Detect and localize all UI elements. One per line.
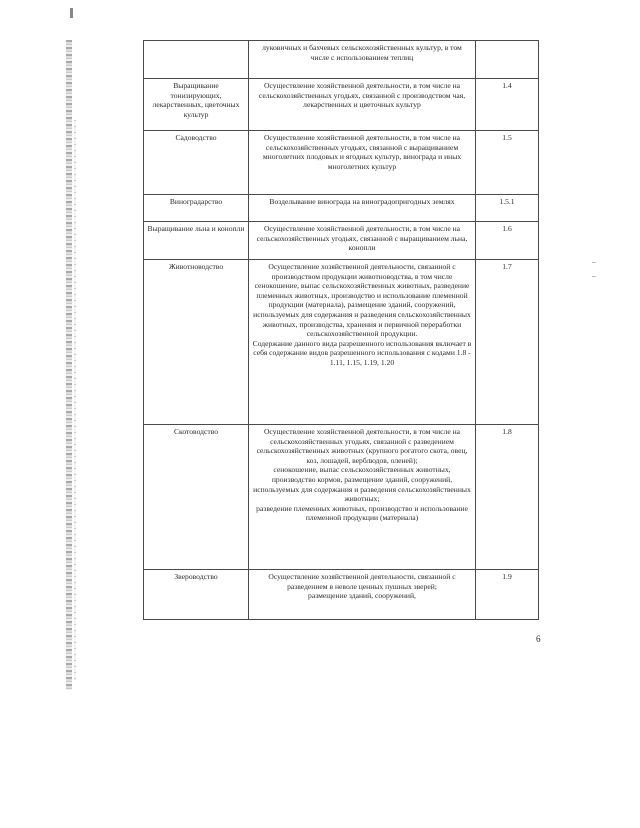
use-type-code: 1.7 (476, 260, 539, 425)
table-row (144, 260, 539, 425)
table-row (144, 570, 539, 620)
use-type-name: Садоводство (144, 131, 249, 195)
use-type-code: 1.5 (476, 131, 539, 195)
description-paragraph: Осуществление хозяйственной деятельности, связанной с производством продукции животноводства, в том числе сенокошение, выпас сельскохозяйственных животных, разведение племенных животных, производство и использование племенной продукции (материала), размещение зданий, сооружений, используемых для содержания и разведения сельскохозяйственных животных, производства, хранения и первичной переработки сельскохозяйственной продукции. (253, 262, 471, 339)
description-paragraph: Осуществление хозяйственной деятельности, в том числе на сельскохозяйственных угодьях, связанной с разведением сельскохозяйственных животных (крупного рогатого скота, овец, коз, лошадей, верблюдов, оленей); (256, 427, 468, 465)
use-type-name: Выращивание льна и конопли (144, 222, 249, 260)
description-paragraph: Возделывание винограда на виноградопригодных землях (269, 197, 455, 206)
scan-edge-artifact (66, 40, 72, 690)
use-type-code: 1.4 (476, 79, 539, 131)
table-row (144, 131, 539, 195)
use-type-name: Виноградарство (144, 195, 249, 222)
scan-mark (592, 276, 596, 277)
table-row (144, 425, 539, 570)
use-type-description (249, 222, 476, 260)
description-paragraph: Осуществление хозяйственной деятельности, в том числе на сельскохозяйственных угодьях, связанной с выращиванием многолетних плодовых и ягодных культур, винограда и иных многолетних культур (262, 133, 462, 171)
use-type-code (476, 41, 539, 79)
use-type-name: Выращивание тонизирующих, лекарственных, цветочных культур (144, 79, 249, 131)
use-type-name: Скотоводство (144, 425, 249, 570)
use-type-code: 1.6 (476, 222, 539, 260)
table-row (144, 41, 539, 79)
use-type-code: 1.8 (476, 425, 539, 570)
use-type-name (144, 41, 249, 79)
page-number: 6 (536, 634, 541, 644)
description-paragraph: размещение зданий, сооружений, (308, 591, 416, 601)
description-paragraph: луковичных и бахчевых сельскохозяйственных культур, в том числе с использованием теплиц (262, 43, 462, 62)
description-paragraph: сенокошение, выпас сельскохозяйственных животных, производство кормов, размещение зданий, сооружений, используемых для содержания и разведения сельскохозяйственных животных; (253, 465, 471, 504)
table-row (144, 222, 539, 260)
description-paragraph: Осуществление хозяйственной деятельности, в том числе на сельскохозяйственных угодьях, связанной с выращиванием льна, конопли (256, 224, 468, 253)
table-body (144, 41, 539, 620)
use-type-name: Звероводство (144, 570, 249, 620)
use-type-name: Животноводство (144, 260, 249, 425)
use-type-description (249, 79, 476, 131)
use-type-description (249, 425, 476, 570)
scan-mark (592, 262, 596, 263)
description-paragraph: Осуществление хозяйственной деятельности, связанной с разведением в неволе ценных пушных зверей; (268, 572, 456, 591)
use-type-description (249, 41, 476, 79)
description-paragraph: Содержание данного вида разрешенного использования включает в себя содержание видов разрешенного использования с кодами 1.8 - 1.11, 1.15, 1.19, 1.20 (252, 338, 472, 367)
use-type-code: 1.5.1 (476, 195, 539, 222)
use-type-description (249, 260, 476, 425)
land-use-table (143, 40, 539, 620)
table-row (144, 195, 539, 222)
scan-mark (70, 8, 73, 18)
description-paragraph: Осуществление хозяйственной деятельности, в том числе на сельскохозяйственных угодьях, связанной с производством чая, лекарственных и цветочных культур (258, 81, 466, 110)
use-type-code: 1.9 (476, 570, 539, 620)
use-type-description (249, 195, 476, 222)
table-row (144, 79, 539, 131)
description-paragraph: разведение племенных животных, производство и использование племенной продукции (материала) (256, 503, 468, 523)
scan-edge-artifact-inner (74, 120, 76, 680)
use-type-description (249, 570, 476, 620)
use-type-description (249, 131, 476, 195)
